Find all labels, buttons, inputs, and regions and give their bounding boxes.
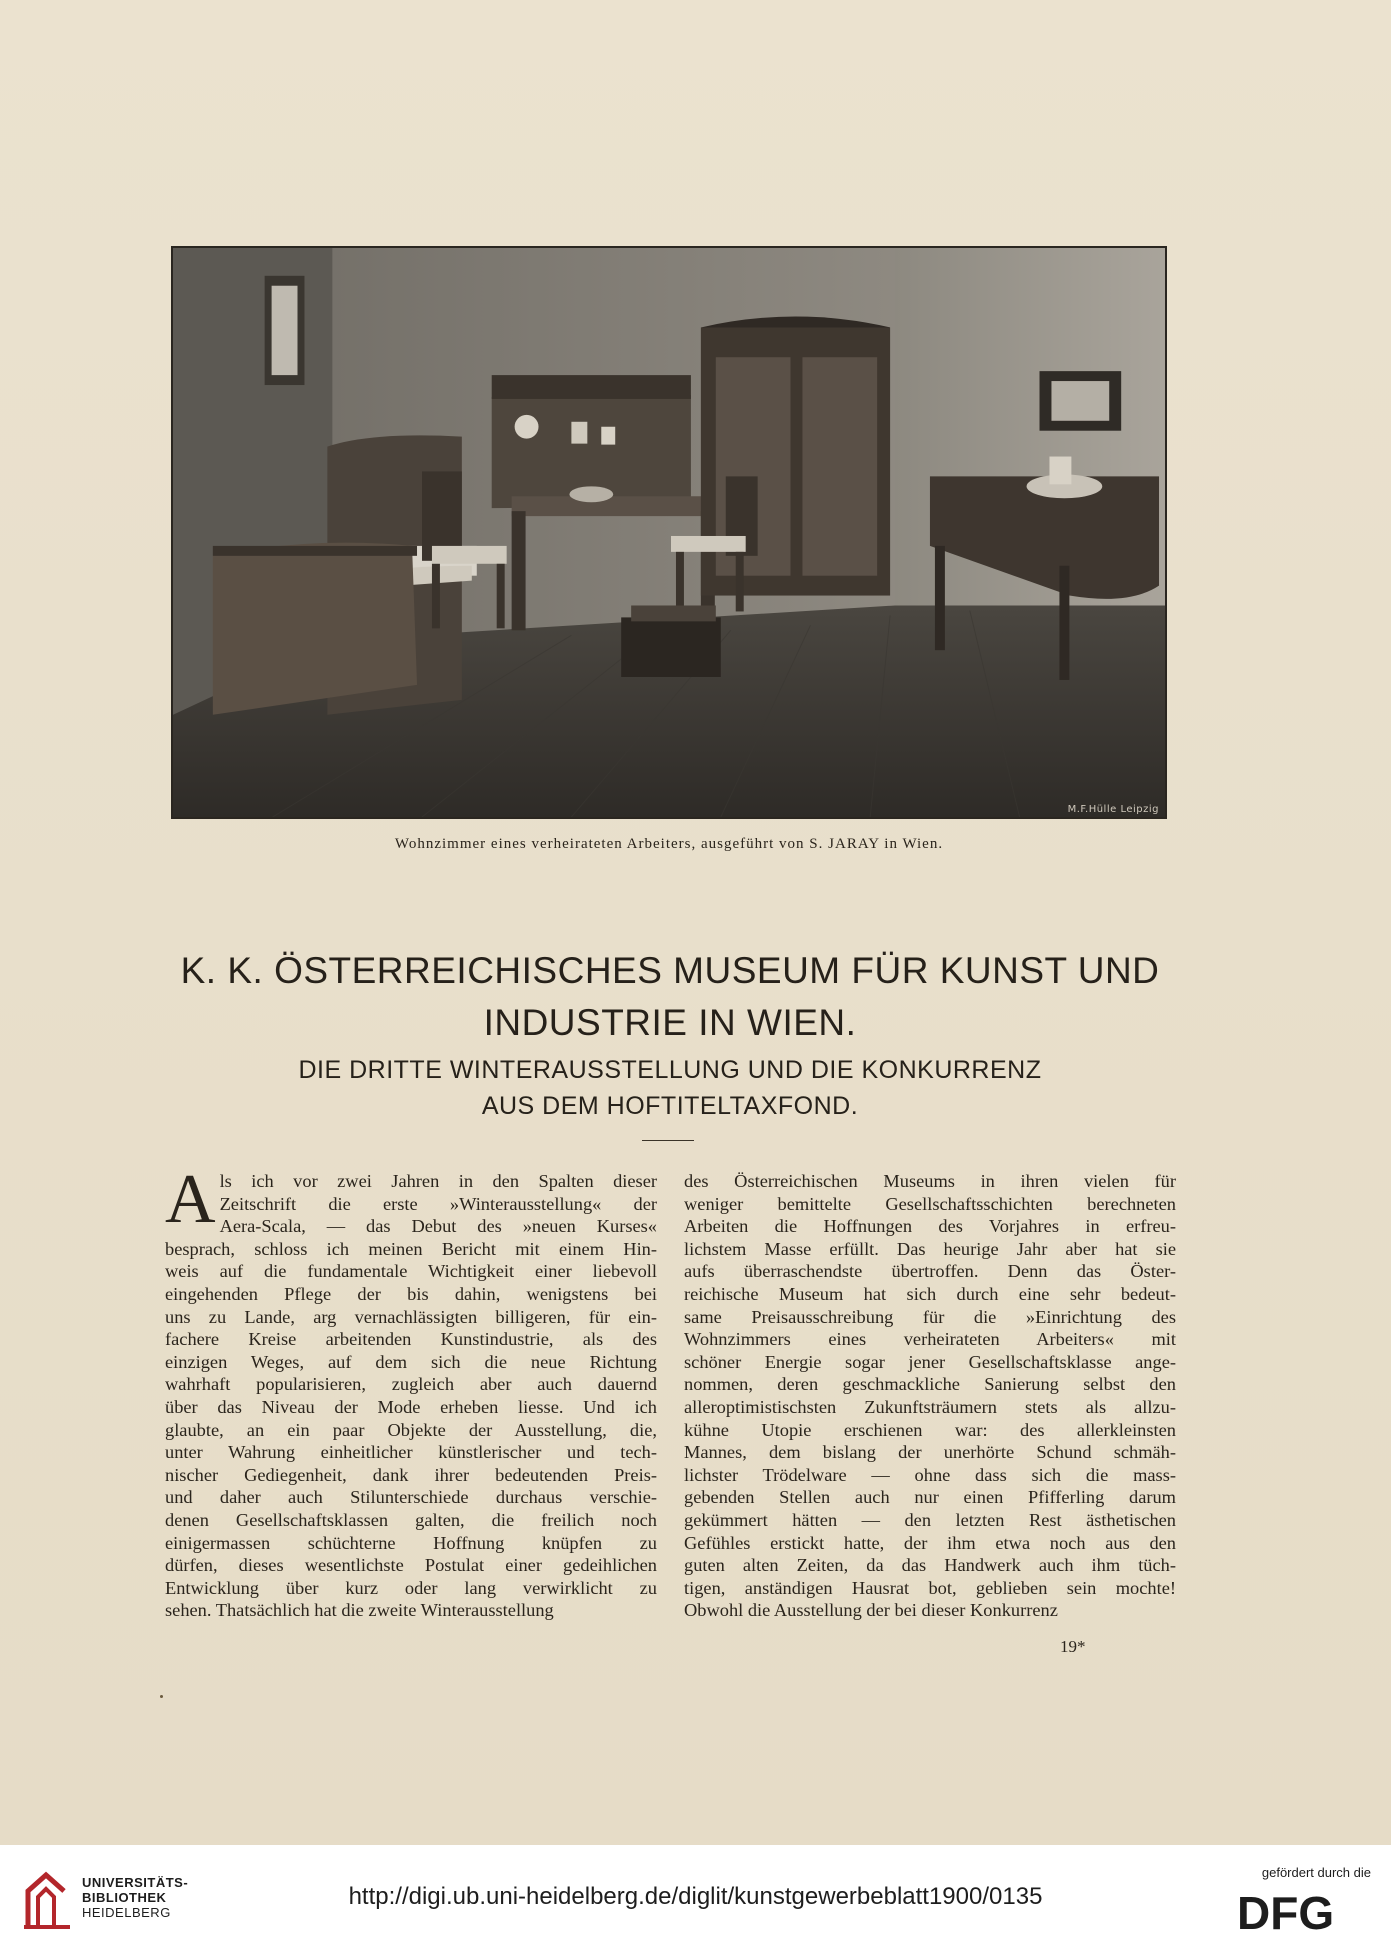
page-number: 19* — [1060, 1637, 1086, 1656]
text-line: nommen, deren geschmackliche Sanierung selbst den — [684, 1374, 1176, 1395]
text-line: über das Niveau der Mode erheben liesse. Und ich — [165, 1396, 657, 1417]
text-line: wahrhaft popularisieren, zugleich aber auch dauernd — [165, 1374, 657, 1395]
digitization-footer — [0, 1845, 1391, 1952]
text-line: einigermassen schüchterne Hoffnung knüpfen zu — [165, 1532, 657, 1553]
permalink-url[interactable]: http://digi.ub.uni-heidelberg.de/diglit/kunstgewerbeblatt1900/0135 — [348, 1883, 1043, 1910]
text-line: Obwohl die Ausstellung der bei dieser Konkurrenz — [684, 1600, 1058, 1621]
dfg-logo-text: DFG — [1237, 1889, 1335, 1935]
library-name-line-1: UNIVERSITÄTS- — [82, 1875, 189, 1890]
text-line: Wohnzimmers eines verheirateten Arbeiters« mit — [684, 1329, 1176, 1350]
text-line: reichische Museum hat sich durch eine sehr bedeut- — [684, 1283, 1176, 1304]
library-name-line-3: HEIDELBERG — [82, 1905, 171, 1920]
text-line: glaubte, an ein paar Objekte der Ausstellung, die, — [165, 1419, 657, 1440]
article-title-line-1: K. K. ÖSTERREICHISCHES MUSEUM FÜR KUNST UND — [180, 950, 1160, 991]
text-line: des Österreichischen Museums in ihren vielen für — [684, 1171, 1176, 1191]
text-line: einzigen Weges, auf dem sich die neue Richtung — [165, 1351, 657, 1372]
title-divider — [642, 1140, 694, 1141]
paper-speck — [160, 1695, 163, 1698]
text-line: dürfen, dieses wesentlichste Postulat einer gedeihlichen — [165, 1555, 657, 1576]
funding-label: gefördert durch die — [1261, 1865, 1371, 1880]
text-line: Zeitschrift die erste »Winterausstellung« der — [219, 1193, 657, 1214]
text-line: guten alten Zeiten, da das Handwerk auch ihm tüch- — [684, 1555, 1176, 1576]
figure-caption: Wohnzimmer eines verheirateten Arbeiters, ausgeführt von S. JARAY in Wien. — [394, 836, 944, 852]
text-line: gebenden Stellen auch nur einen Pfifferling darum — [684, 1487, 1176, 1508]
text-column-left — [165, 1161, 657, 1622]
text-line: sehen. Thatsächlich hat die zweite Winterausstellung — [165, 1600, 554, 1621]
text-line: schöner Energie sogar jener Gesellschaftsklasse ange- — [684, 1351, 1176, 1372]
library-name-line-2: BIBLIOTHEK — [82, 1890, 167, 1905]
text-line: alleroptimistischsten Zukunftsträumern stets als allzu- — [684, 1396, 1176, 1417]
room-photograph-drawing — [173, 248, 1165, 817]
right-column-lines — [684, 1170, 1176, 1622]
text-line: unter Wahrung einheitlicher künstlerischer und tech- — [165, 1442, 657, 1463]
text-line: lichster Trödelware — ohne dass sich die mass- — [684, 1464, 1176, 1485]
text-line: ls ich vor zwei Jahren in den Spalten dieser — [219, 1171, 657, 1191]
text-line: eingehenden Pflege der bis dahin, wenigstens bei — [165, 1283, 657, 1304]
text-line: same Preisausschreibung für die »Einrichtung des — [684, 1306, 1176, 1327]
text-line: fachere Kreise arbeitenden Kunstindustrie, als des — [165, 1329, 657, 1350]
text-line: Gefühles erstickt hatte, der ihm etwa noch aus den — [684, 1532, 1176, 1553]
text-line: Entwicklung über kurz oder lang verwirklicht zu — [165, 1577, 657, 1598]
text-line: und daher auch Stilunterschiede durchaus verschie- — [165, 1487, 657, 1508]
text-line: weis auf die fundamentale Wichtigkeit einer liebevoll — [165, 1261, 657, 1282]
text-line: lichstem Masse erfüllt. Das heurige Jahr aber hat sie — [684, 1238, 1176, 1259]
drop-cap: A — [165, 1161, 216, 1238]
text-line: tigen, anständigen Hausrat bot, geblieben sein mochte! — [684, 1577, 1176, 1598]
text-line: gekümmert hätten — den letzten Rest ästhetischen — [684, 1509, 1176, 1530]
text-line: Aera-Scala, — das Debut des »neuen Kurses« — [219, 1216, 657, 1237]
left-column-lines — [165, 1161, 657, 1622]
text-line: aufs überraschendste übertroffen. Denn das Öster- — [684, 1261, 1176, 1282]
article-subtitle — [200, 1052, 1140, 1124]
article-subtitle-line-2: AUS DEM HOFTITELTAXFOND. — [481, 1092, 859, 1120]
text-line: uns zu Lande, arg vernachlässigten billigeren, für ein- — [165, 1306, 657, 1327]
article-title — [150, 945, 1190, 1049]
text-line: Arbeiten die Hoffnungen des Vorjahres in erfreu- — [684, 1216, 1176, 1237]
text-line: Mannes, dem bislang der unerhörte Schund schmäh- — [684, 1442, 1176, 1463]
room-photograph — [171, 246, 1167, 819]
text-column-right — [684, 1170, 1176, 1622]
text-line: denen Gesellschaftsklassen galten, die freilich noch — [165, 1509, 657, 1530]
text-line: besprach, schloss ich meinen Bericht mit einem Hin- — [165, 1238, 657, 1259]
text-line: kühne Utopie erschienen war: des allerkleinsten — [684, 1419, 1176, 1440]
text-line: weniger bemittelte Gesellschaftsschichten berechneten — [684, 1193, 1176, 1214]
engraver-credit: M.F.Hülle Leipzig — [1067, 804, 1159, 815]
dfg-logo-icon — [1237, 1889, 1369, 1935]
article-subtitle-line-1: DIE DRITTE WINTERAUSSTELLUNG UND DIE KONKURRENZ — [298, 1056, 1042, 1084]
text-line: nischer Gediegenheit, dank ihrer bedeutenden Preis- — [165, 1464, 657, 1485]
article-title-line-2: INDUSTRIE IN WIEN. — [483, 1002, 857, 1043]
